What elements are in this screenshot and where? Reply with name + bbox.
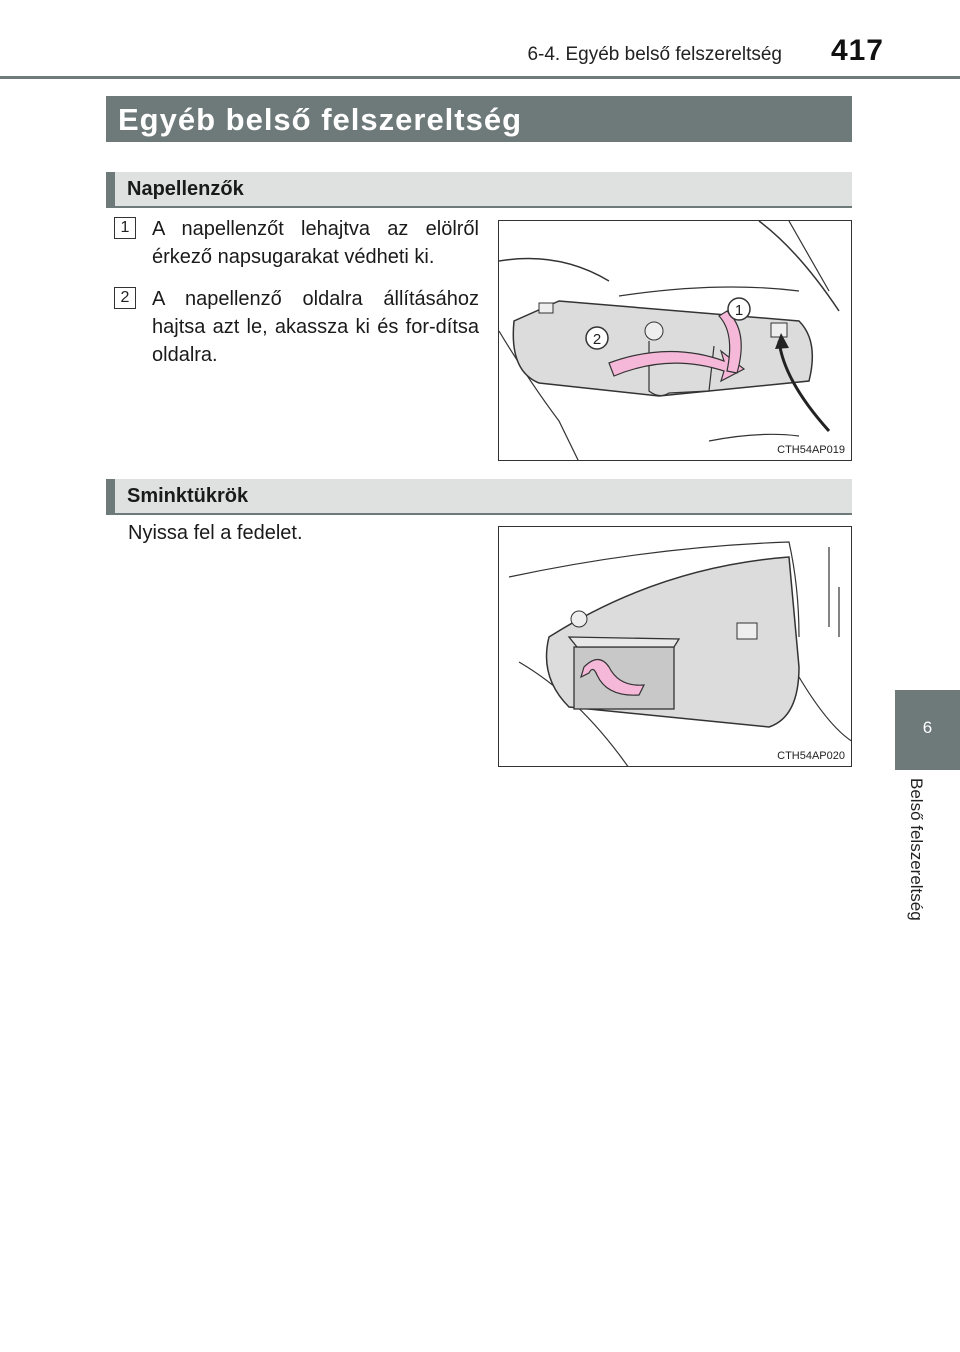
item-text: A napellenző oldalra állításához hajtsa azt le, akassza ki és for-dítsa oldalra. — [152, 288, 479, 366]
header-rule — [0, 76, 960, 79]
chapter-label: Belső felszereltség — [907, 778, 926, 921]
figure-code: CTH54AP020 — [777, 750, 845, 762]
item-text: A napellenzőt lehajtva az elölről érkező napsugarakat védheti ki. — [152, 218, 479, 268]
item-number: 1 — [114, 217, 136, 239]
sunvisor-figure — [498, 220, 852, 461]
section-label: 6-4. Egyéb belső felszereltség — [527, 44, 782, 65]
chapter-tab — [895, 690, 960, 770]
chapter-number: 6 — [922, 718, 933, 737]
page-title: Egyéb belső felszereltség — [118, 102, 523, 137]
section-heading-text: Napellenzők — [127, 178, 244, 200]
vanity-mirror-figure — [498, 526, 852, 767]
section-heading-sunvisors — [106, 172, 852, 208]
callout-1: 1 — [734, 302, 744, 319]
list-item — [114, 215, 479, 271]
section-heading-vanity-mirrors — [106, 479, 852, 515]
section-heading-text: Sminktükrök — [127, 485, 249, 507]
page-title-banner — [106, 96, 852, 142]
page-number: 417 — [830, 34, 884, 67]
sunvisor-illustration — [499, 221, 852, 461]
body-text: Nyissa fel a fedelet. — [128, 522, 303, 544]
list-item — [114, 285, 479, 369]
figure-code: CTH54AP019 — [777, 444, 845, 456]
item-number: 2 — [114, 287, 136, 309]
vanity-mirror-illustration — [499, 527, 852, 767]
callout-2: 2 — [592, 331, 602, 348]
